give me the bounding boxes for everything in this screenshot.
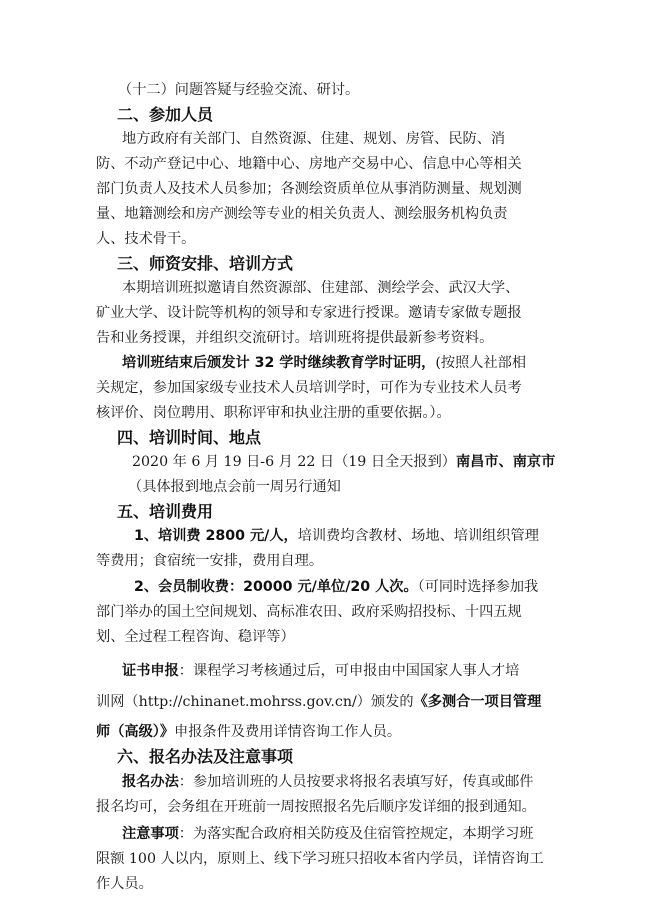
certificate-hours-bold: 培训班结束后颁发计 32 学时继续教育学时证明， [122, 355, 436, 371]
faculty-line-2: 矿业大学、设计院等机构的领导和专家进行授课。邀请专家做专题报 [96, 305, 522, 321]
certificate-hours-note: (按照人社部相 [435, 355, 527, 371]
cert-apply-line-3 [96, 722, 401, 742]
membership-line-2: 部门举办的国土空间规划、高标准农田、政府采购招投标、十四五规 [96, 604, 522, 620]
registration-line-1 [122, 772, 533, 792]
section-heading-faculty: 三、师资安排、培训方式 [117, 254, 294, 273]
section-heading-time-place: 四、培训时间、地点 [117, 428, 262, 447]
fee-per-person: 1、培训费 2800 元/人， [134, 528, 298, 544]
cert-apply-line-2 [96, 692, 541, 712]
participants-line-1: 地方政府有关部门、自然资源、住建、规划、房管、民防、消 [122, 131, 506, 147]
fee-includes: 培训费均含教材、场地、培训组织管理 [297, 528, 539, 544]
membership-line-1 [134, 577, 538, 597]
training-cities: 南昌市、南京市 [455, 454, 556, 470]
venue-notice: （具体报到地点会前一周另行通知 [128, 479, 341, 495]
membership-note: （可同时选择参加我 [417, 579, 539, 595]
fee-line-1 [134, 526, 539, 546]
participants-line-5: 人、技术骨干。 [96, 231, 196, 247]
item-twelve: （十二）问题答疑与经验交流、研讨。 [118, 82, 360, 98]
cert-apply-text: ：课程学习考核通过后，可申报由中国国家人事人才培 [178, 663, 520, 679]
faculty-line-1: 本期培训班拟邀请自然资源部、住建部、测绘学会、武汉大学、 [122, 280, 520, 296]
notice-label: 注意事项 [122, 826, 179, 842]
certificate-line-2: 关规定，参加国家级专业技术人员培训学时，可作为专业技术人员考 [96, 380, 522, 396]
registration-line-2: 报名均可，会务组在开班前一周按照报名先后顺序发详细的报到通知。 [96, 799, 536, 815]
training-date: 2020 年 6 月 19 日-6 月 22 日（19 日全天报到） [132, 454, 456, 470]
section-heading-fees: 五、培训费用 [117, 502, 214, 521]
notice-line-2: 限额 100 人以内，原则上、线下学习班只招收本省内学员，详情咨询工 [96, 851, 544, 867]
membership-fee: 2、会员制收费：20000 元/单位/20 人次。 [134, 579, 418, 595]
cert-apply-label: 证书申报 [122, 663, 179, 679]
cert-title-part-1: 《多测合一项目管理 [413, 694, 542, 710]
participants-line-4: 量、地籍测绘和房产测绘等专业的相关负责人、测绘服务机构负责 [96, 206, 508, 222]
section-heading-participants: 二、参加人员 [117, 105, 214, 124]
cert-apply-site: 训网（http://chinanet.mohrss.gov.cn/）颁发的 [96, 694, 414, 710]
certificate-line-3: 核评价、岗位聘用、职称评审和执业注册的重要依据。）。 [96, 405, 451, 421]
notice-text: ：为落实配合政府相关防疫及住宿管控规定，本期学习班 [178, 826, 534, 842]
fee-line-2: 等费用；食宿统一安排，费用自理。 [96, 553, 324, 569]
cert-apply-line-1 [122, 661, 519, 681]
section-heading-registration: 六、报名办法及注意事项 [117, 747, 294, 766]
membership-line-3: 划、全过程工程咨询、稳评等） [96, 629, 295, 645]
cert-apply-details: 申报条件及费用详情咨询工作人员。 [174, 724, 402, 740]
participants-line-2: 防、不动产登记中心、地籍中心、房地产交易中心、信息中心等相关 [96, 156, 522, 172]
registration-method-text: ：参加培训班的人员按要求将报名表填写好，传真或邮件 [178, 774, 534, 790]
notice-line-1 [122, 824, 533, 844]
participants-line-3: 部门负责人及技术人员参加；各测绘资质单位从事消防测量、规划测 [96, 181, 522, 197]
faculty-line-3: 告和业务授课，并组织交流研讨。培训班将提供最新参考资料。 [96, 330, 494, 346]
cert-title-part-2: 师（高级）》 [96, 724, 175, 740]
notice-line-3: 作人员。 [96, 876, 153, 892]
certificate-line-1 [122, 353, 526, 373]
training-date-line [132, 452, 555, 472]
registration-method-label: 报名办法 [122, 774, 179, 790]
